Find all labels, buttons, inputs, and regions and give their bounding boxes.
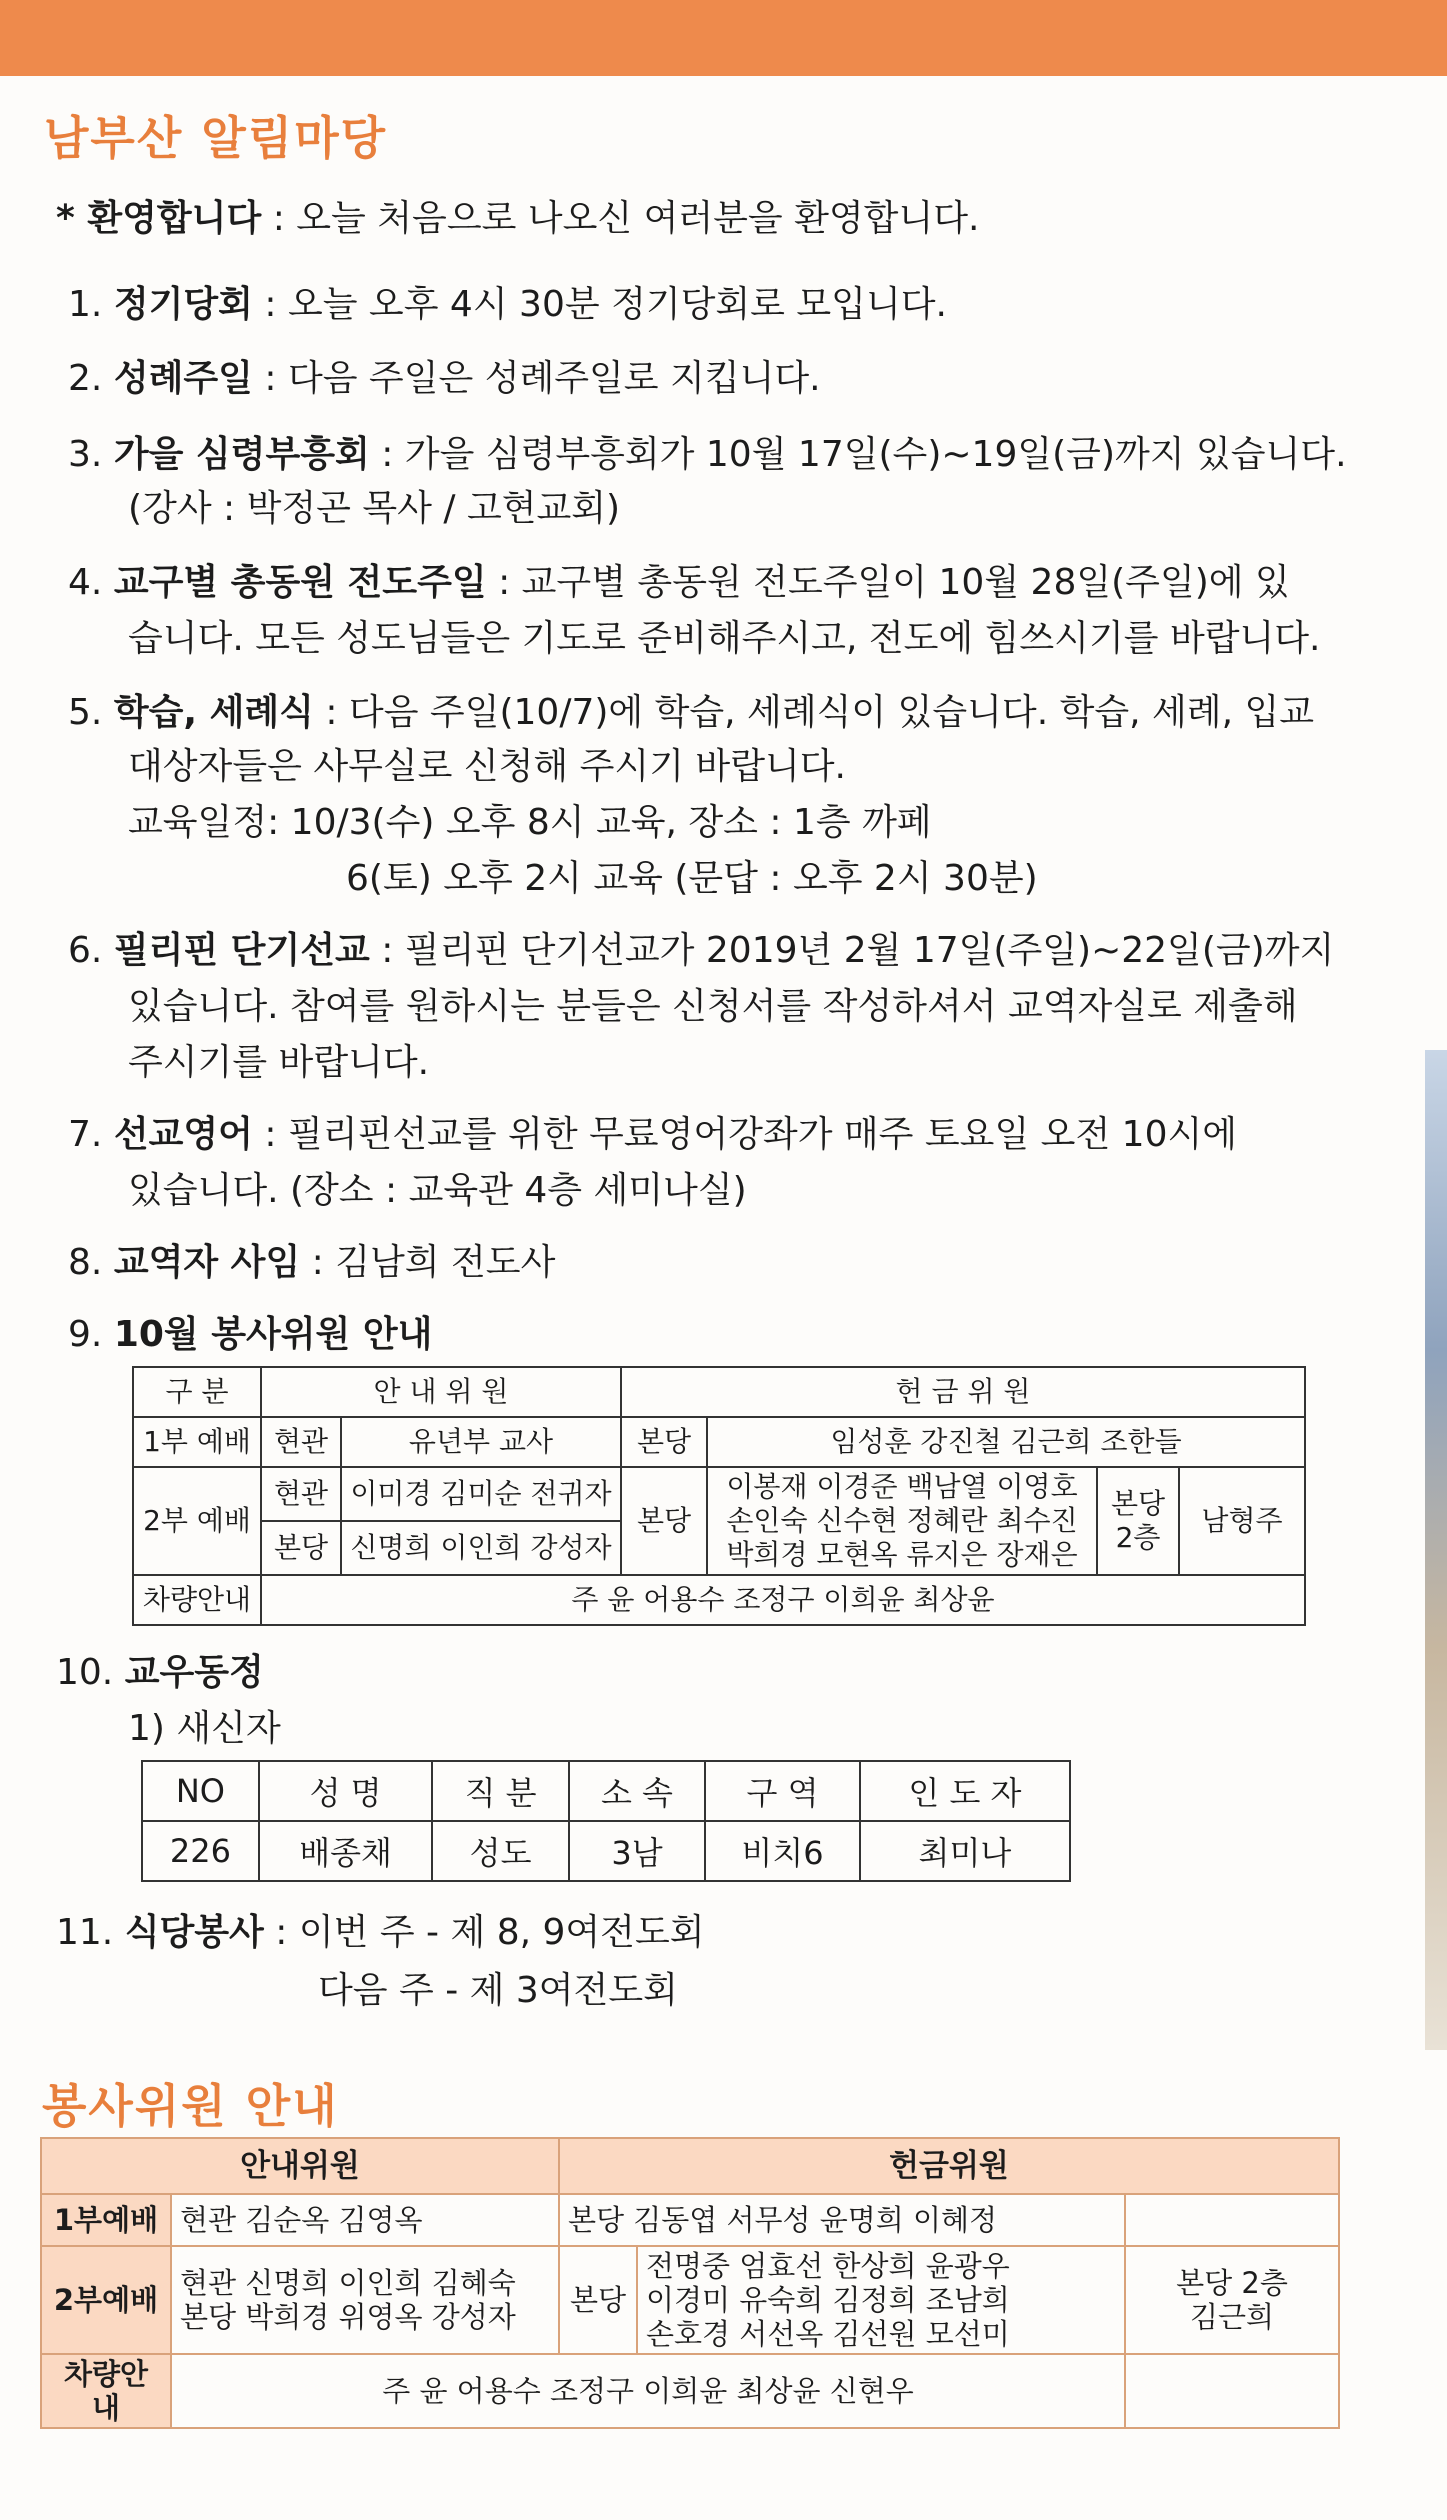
notice-5: 5. 학습, 세례식 : 다음 주일(10/7)에 학습, 세례식이 있습니다. 학습, 세례, 입교 [68, 692, 1315, 733]
t9-row2-label: 2부 예배 [133, 1467, 261, 1575]
top-banner [0, 0, 1447, 76]
t10-header: 구 역 [705, 1761, 860, 1821]
svc-row2-extra: 본당 2층 김근희 [1125, 2246, 1339, 2354]
t9-row1-place2: 본당 [621, 1417, 707, 1467]
t9-header-annae: 안 내 위 원 [261, 1367, 621, 1417]
svc-header-annae: 안내위원 [41, 2138, 559, 2194]
svc-row2-heongeum: 전명중 엄효선 한상희 윤광우 이경미 유숙희 김정희 조남희 손호경 서선옥 김선원 모선미 [637, 2246, 1125, 2354]
svc-row1-heongeum: 본당 김동엽 서무성 윤명희 이혜정 [559, 2194, 1125, 2246]
service-title: 봉사위원 안내 [42, 2079, 339, 2133]
svc-row1-empty [1125, 2194, 1339, 2246]
svc-car-names: 주 윤 어용수 조정구 이희윤 최상윤 신현우 [171, 2354, 1125, 2428]
t9-row2-place3: 본당 2층 [1097, 1467, 1179, 1575]
t10-header: 직 분 [432, 1761, 568, 1821]
t9-row1-place: 현관 [261, 1417, 341, 1467]
newcomer-table [141, 1760, 1071, 1882]
t10-cell: 3남 [569, 1821, 705, 1881]
t9-row1-names2: 임성훈 강진철 김근희 조한들 [707, 1417, 1305, 1467]
svc-row2-place: 본당 [559, 2246, 637, 2354]
t9-row2-names2: 이봉재 이경준 백남열 이영호 손인숙 신수현 정혜란 최수진 박희경 모현옥 류지은 장재은 [707, 1467, 1097, 1575]
notice-6: 6. 필리핀 단기선교 : 필리핀 단기선교가 2019년 2월 17일(주일)~22일(금)까지 [68, 930, 1335, 971]
notice-4: 4. 교구별 총동원 전도주일 : 교구별 총동원 전도주일이 10월 28일(주일)에 있 [68, 562, 1290, 603]
notice-7-line2: 있습니다. (장소 : 교육관 4층 세미나실) [128, 1170, 747, 1211]
t9-row2a-place: 현관 [261, 1467, 341, 1521]
notice-6-line3: 주시기를 바랍니다. [128, 1042, 430, 1083]
notice-1: 1. 정기당회 : 오늘 오후 4시 30분 정기당회로 모입니다. [68, 284, 947, 325]
notice-11: 11. 식당봉사 : 이번 주 - 제 8, 9여전도회 [56, 1912, 705, 1953]
t9-row2-names3: 남형주 [1179, 1467, 1305, 1575]
t10-cell: 226 [142, 1821, 259, 1881]
notice-11-line2: 다음 주 - 제 3여전도회 [318, 1970, 678, 2011]
notice-10-sub: 1) 새신자 [128, 1708, 281, 1749]
svc-car-label: 차량안내 [41, 2354, 171, 2428]
svc-row2-annae: 현관 신명희 이인희 김혜숙 본당 박희경 위영옥 강성자 [171, 2246, 559, 2354]
svc-row2-label: 2부예배 [41, 2246, 171, 2354]
notice-6-line2: 있습니다. 참여를 원하시는 분들은 신청서를 작성하셔서 교역자실로 제출해 [128, 986, 1298, 1027]
notice-4-line2: 습니다. 모든 성도님들은 기도로 준비해주시고, 전도에 힘쓰시기를 바랍니다. [128, 618, 1321, 659]
notice-3: 3. 가을 심령부흥회 : 가을 심령부흥회가 10월 17일(수)~19일(금)까지 있습니다. [68, 434, 1347, 475]
svc-row1-label: 1부예배 [41, 2194, 171, 2246]
svc-car-empty [1125, 2354, 1339, 2428]
notice-5-line3: 교육일정: 10/3(수) 오후 8시 교육, 장소 : 1층 까페 [128, 802, 932, 843]
t9-row2b-names: 신명희 이인희 강성자 [341, 1521, 621, 1575]
t10-cell: 배종채 [259, 1821, 433, 1881]
t9-row2b-place: 본당 [261, 1521, 341, 1575]
notice-5-line2: 대상자들은 사무실로 신청해 주시기 바랍니다. [128, 746, 846, 787]
t9-car-names: 주 윤 어용수 조정구 이희윤 최상윤 [261, 1575, 1305, 1625]
october-volunteer-table [132, 1366, 1306, 1626]
notice-3-line2: (강사 : 박정곤 목사 / 고현교회) [128, 488, 621, 529]
t10-header: 성 명 [259, 1761, 433, 1821]
welcome-line: * 환영합니다 : 오늘 처음으로 나오신 여러분을 환영합니다. [56, 198, 980, 239]
t10-cell: 비치6 [705, 1821, 860, 1881]
notice-8: 8. 교역자 사임 : 김남희 전도사 [68, 1242, 556, 1283]
notice-7: 7. 선교영어 : 필리핀선교를 위한 무료영어강좌가 매주 토요일 오전 10시에 [68, 1114, 1238, 1155]
t9-car-label: 차량안내 [133, 1575, 261, 1625]
t9-row1-label: 1부 예배 [133, 1417, 261, 1467]
t10-cell: 최미나 [860, 1821, 1070, 1881]
svc-row1-annae: 현관 김순옥 김영옥 [171, 2194, 559, 2246]
t9-row1-names: 유년부 교사 [341, 1417, 621, 1467]
t9-header-heongeum: 헌 금 위 원 [621, 1367, 1305, 1417]
t9-row2-place2: 본당 [621, 1467, 707, 1575]
t9-header-gubun: 구 분 [133, 1367, 261, 1417]
notice-10: 10. 교우동정 [56, 1652, 264, 1693]
t10-header: 소 속 [569, 1761, 705, 1821]
notice-2: 2. 성례주일 : 다음 주일은 성례주일로 지킵니다. [68, 358, 821, 399]
t10-cell: 성도 [432, 1821, 568, 1881]
page-title: 남부산 알림마당 [44, 111, 388, 165]
notice-5-line4: 6(토) 오후 2시 교육 (문답 : 오후 2시 30분) [346, 858, 1038, 899]
svc-header-heongeum: 헌금위원 [559, 2138, 1339, 2194]
t10-header: 인 도 자 [860, 1761, 1070, 1821]
notice-9: 9. 10월 봉사위원 안내 [68, 1314, 433, 1355]
edge-photo [1425, 1050, 1447, 2050]
t10-header: NO [142, 1761, 259, 1821]
service-table [40, 2137, 1340, 2429]
t9-row2a-names: 이미경 김미순 전귀자 [341, 1467, 621, 1521]
